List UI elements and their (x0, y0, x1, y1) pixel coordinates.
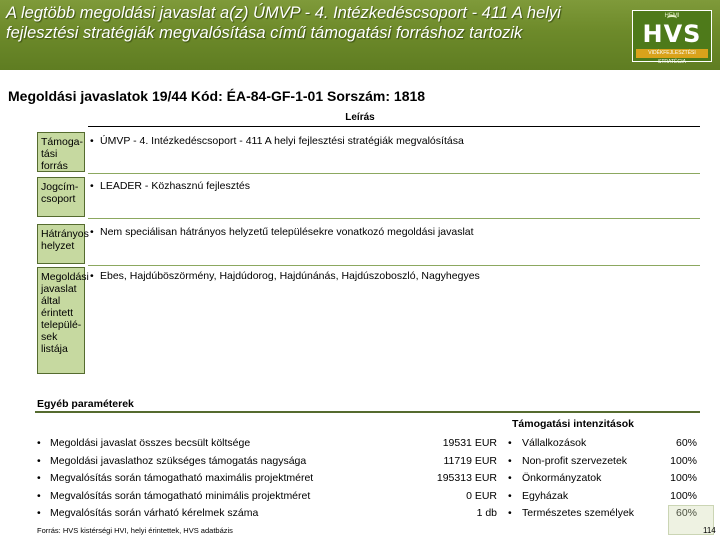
list-item (37, 490, 497, 508)
intensity-value: 60% (675, 507, 697, 519)
intensity-label: Egyházak (522, 489, 569, 502)
param-label: Megoldási javaslathoz szükséges támogatás nagysága (50, 454, 307, 467)
bullet-icon: • (37, 454, 41, 467)
bullet-icon: • (37, 437, 41, 449)
logo-top-text: HEMI (664, 13, 680, 19)
list-item (508, 472, 697, 490)
row-value-text: Nem speciálisan hátrányos helyzetű településekre vonatkozó megoldási javaslat (100, 226, 474, 238)
row-value-claim-group (90, 180, 700, 192)
row-value-text: LEADER - Közhasznú fejlesztés (100, 180, 250, 192)
param-label: Megvalósítás során támogatható maximális projektméret (50, 472, 314, 484)
row-label-support-source: Támoga-tási forrás (37, 132, 85, 172)
param-label: Megvalósítás során várható kérelmek száma (50, 507, 259, 519)
row-label-settlements: Megoldási javaslat által érintett települé-sek listája (37, 267, 85, 374)
list-item (508, 437, 697, 455)
intensity-value: 60% (675, 437, 697, 449)
intensities-title: Támogatási intenzitások (512, 418, 634, 430)
row-value-text: ÚMVP - 4. Intézkedéscsoport - 411 A helyi fejlesztési stratégiák megvalósítása (100, 135, 464, 147)
bullet-icon: • (90, 135, 94, 147)
page-number: 114 (703, 526, 716, 535)
bullet-icon: • (37, 489, 41, 502)
bullet-icon: • (508, 472, 512, 484)
list-item (37, 472, 497, 490)
list-item (37, 437, 497, 455)
row-value-disadvantaged (90, 226, 700, 238)
list-item (508, 455, 697, 473)
bullet-icon: • (90, 270, 94, 282)
hvs-logo (632, 10, 712, 65)
parameters-title: Egyéb paraméterek (37, 398, 134, 410)
row-divider (88, 173, 700, 174)
header-banner (0, 0, 720, 70)
param-label: Megoldási javaslat összes becsült költsége (50, 437, 251, 449)
param-value: 195313 EUR (436, 472, 497, 484)
intensity-label: Vállalkozások (522, 437, 587, 449)
logo-main-text: HVS (642, 20, 702, 48)
row-label-claim-group: Jogcím-csoport (37, 177, 85, 217)
intensity-value: 100% (670, 454, 697, 467)
logo-bar-text: VIDÉKFEJLESZTÉSI STRATÉGIA (636, 49, 708, 58)
intensity-label: Természetes személyek (522, 507, 635, 519)
intensity-value: 100% (670, 489, 697, 502)
bullet-icon: • (508, 437, 512, 449)
bullet-icon: • (37, 472, 41, 484)
row-value-text: Ebes, Hajdúböszörmény, Hajdúdorog, Hajdúnánás, Hajdúszoboszló, Nagyhegyes (100, 270, 480, 282)
solution-subtitle: Megoldási javaslatok 19/44 Kód: ÉA-84-GF-1-01 Sorszám: 1818 (8, 88, 426, 104)
row-divider (88, 218, 700, 219)
param-label: Megvalósítás során támogatható minimális projektméret (50, 489, 311, 502)
bullet-icon: • (508, 507, 512, 519)
row-divider (88, 265, 700, 266)
list-item (37, 455, 497, 473)
description-divider (88, 126, 700, 127)
row-value-settlements (90, 270, 700, 282)
row-label-disadvantaged: Hátrányos helyzet (37, 224, 85, 264)
parameters-list (37, 437, 497, 525)
param-value: 11719 EUR (443, 454, 497, 467)
bullet-icon: • (508, 454, 512, 467)
list-item (37, 507, 497, 525)
row-value-support-source (90, 135, 700, 147)
description-header: Leírás (345, 112, 375, 123)
param-value: 1 db (476, 507, 497, 519)
param-value: 0 EUR (466, 489, 497, 502)
source-note: Forrás: HVS kistérségi HVI, helyi érintettek, HVS adatbázis (37, 526, 233, 535)
bullet-icon: • (90, 180, 94, 192)
intensity-value: 100% (670, 472, 697, 484)
bullet-icon: • (90, 226, 94, 238)
page-title: A legtöbb megoldási javaslat a(z) ÚMVP - 4. Intézkedéscsoport - 411 A helyi fejlesztési stratégiák megvalósítása című támogatási forráshoz tartozik (6, 4, 561, 42)
bottom-divider (35, 411, 700, 413)
intensity-label: Önkormányzatok (522, 472, 602, 484)
bullet-icon: • (508, 489, 512, 502)
bullet-icon: • (37, 507, 41, 519)
param-value: 19531 EUR (442, 437, 497, 449)
intensity-label: Non-profit szervezetek (522, 454, 628, 467)
